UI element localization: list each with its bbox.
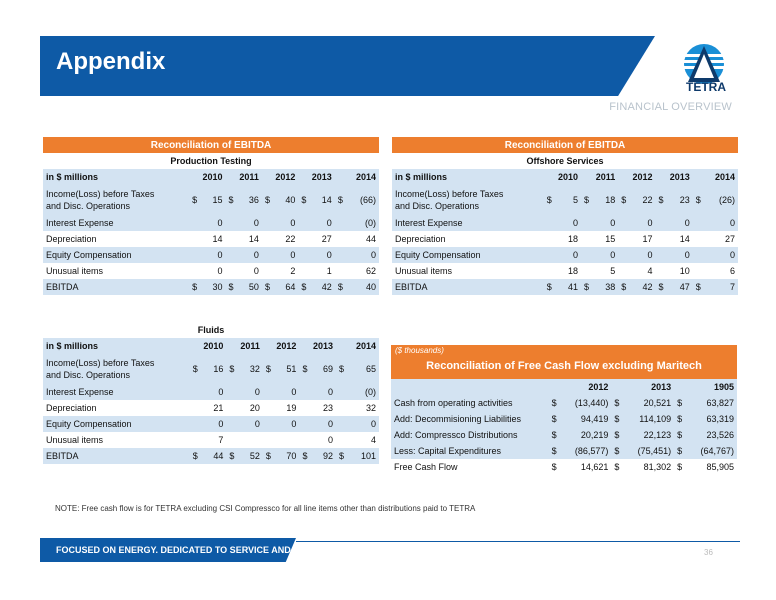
- cell-value: 18: [544, 231, 581, 247]
- cell-value: 94,419: [565, 411, 612, 427]
- segment-name: Offshore Services: [526, 156, 604, 166]
- row-label: Unusual items: [43, 263, 189, 279]
- currency-symbol: $: [611, 443, 627, 459]
- cell-value: 92: [315, 448, 336, 464]
- year-header: 2014: [693, 169, 738, 185]
- cell-value: 18: [597, 185, 618, 215]
- cell-value: 0: [335, 247, 379, 263]
- currency-symbol: $: [335, 185, 351, 215]
- row-label: Interest Expense: [43, 384, 190, 400]
- currency-symbol: $: [549, 443, 565, 459]
- footer-divider: [296, 541, 740, 542]
- unit-label: in $ millions: [392, 169, 544, 185]
- currency-symbol: $: [674, 427, 690, 443]
- cell-value: 15: [581, 231, 618, 247]
- currency-symbol: $: [656, 279, 672, 295]
- currency-symbol: $: [611, 427, 627, 443]
- free-cash-flow-table: [391, 379, 737, 475]
- cell-value: 14,621: [565, 459, 612, 475]
- year-header: 1905: [674, 379, 737, 395]
- cell-value: 36: [242, 185, 262, 215]
- table-row: [43, 354, 379, 384]
- row-label: Interest Expense: [392, 215, 544, 231]
- currency-symbol: $: [189, 279, 205, 295]
- currency-symbol: $: [656, 185, 672, 215]
- table-row: [391, 443, 737, 459]
- table-row: [43, 263, 379, 279]
- cell-value: 0: [189, 247, 225, 263]
- currency-symbol: $: [618, 185, 634, 215]
- table-row: [392, 279, 738, 295]
- cell-value: (13,440): [565, 395, 612, 411]
- cell-value: 0: [581, 247, 618, 263]
- cell-value: 0: [226, 416, 263, 432]
- cell-value: 5: [581, 263, 618, 279]
- currency-symbol: $: [581, 185, 597, 215]
- cell-value: 42: [314, 279, 334, 295]
- cell-value: 0: [544, 247, 581, 263]
- table-row: [43, 448, 379, 464]
- table-row: [43, 416, 379, 432]
- currency-symbol: $: [611, 411, 627, 427]
- row-label: Unusual items: [392, 263, 544, 279]
- currency-symbol: $: [263, 354, 279, 384]
- cell-value: 21: [190, 400, 227, 416]
- cell-value: (66): [351, 185, 379, 215]
- offshore-services-table: [392, 137, 738, 295]
- cell-value: 32: [336, 400, 379, 416]
- row-label: Cash from operating activities: [391, 395, 549, 411]
- cell-value: 63,319: [690, 411, 737, 427]
- cell-value: 40: [351, 279, 379, 295]
- cell-value: 0: [190, 416, 227, 432]
- currency-symbol: $: [693, 185, 709, 215]
- row-label: Interest Expense: [43, 215, 189, 231]
- table-row: [43, 384, 379, 400]
- currency-symbol: $: [336, 354, 352, 384]
- cell-value: 0: [298, 215, 334, 231]
- cell-value: 44: [335, 231, 379, 247]
- production-testing-table: [43, 137, 379, 295]
- cell-value: 42: [634, 279, 655, 295]
- cell-value: 0: [262, 247, 298, 263]
- year-header: 2011: [581, 169, 618, 185]
- cell-value: 10: [656, 263, 693, 279]
- currency-symbol: $: [544, 279, 560, 295]
- year-header: 2010: [190, 338, 227, 354]
- cell-value: 0: [226, 247, 262, 263]
- row-label: Add: Compressco Distributions: [391, 427, 549, 443]
- section-subhead: FINANCIAL OVERVIEW: [609, 101, 732, 113]
- cell-value: 23: [672, 185, 693, 215]
- currency-symbol: $: [189, 185, 205, 215]
- row-label: Depreciation: [43, 231, 189, 247]
- cell-value: 4: [336, 432, 379, 448]
- currency-symbol: $: [226, 448, 242, 464]
- unit-label: in $ millions: [43, 338, 190, 354]
- year-header: 2011: [226, 169, 262, 185]
- cell-value: 1: [298, 263, 334, 279]
- cell-value: 7: [709, 279, 738, 295]
- cell-value: 4: [618, 263, 655, 279]
- cell-value: 23,526: [690, 427, 737, 443]
- cell-value: 14: [189, 231, 225, 247]
- cell-value: (75,451): [627, 443, 674, 459]
- cell-value: 0: [656, 247, 693, 263]
- cell-value: 69: [315, 354, 336, 384]
- cell-value: 0: [189, 215, 225, 231]
- cell-value: (0): [335, 215, 379, 231]
- cell-value: 20,219: [565, 427, 612, 443]
- currency-symbol: $: [298, 279, 314, 295]
- year-header: 2012: [263, 338, 300, 354]
- cell-value: [226, 432, 263, 448]
- table-row: [392, 263, 738, 279]
- cell-value: 0: [299, 416, 336, 432]
- currency-symbol: $: [262, 185, 278, 215]
- cell-value: 47: [672, 279, 693, 295]
- table-row: [392, 215, 738, 231]
- table-row: [392, 247, 738, 263]
- row-label: Add: Decommisioning Liabilities: [391, 411, 549, 427]
- currency-symbol: $: [226, 354, 242, 384]
- fcf-title: Reconciliation of Free Cash Flow excluding Maritech: [426, 360, 702, 372]
- year-header: 2014: [335, 169, 379, 185]
- cell-value: 5: [560, 185, 581, 215]
- segment-name: Production Testing: [170, 156, 252, 166]
- cell-value: 0: [299, 432, 336, 448]
- table-row: [391, 395, 737, 411]
- cell-value: 0: [226, 263, 262, 279]
- cell-value: 114,109: [627, 411, 674, 427]
- currency-symbol: $: [549, 459, 565, 475]
- table-row: [392, 231, 738, 247]
- fluids-table: [43, 322, 379, 464]
- currency-symbol: $: [611, 395, 627, 411]
- row-label: EBITDA: [43, 279, 189, 295]
- cell-value: 52: [242, 448, 263, 464]
- cell-value: 0: [190, 384, 227, 400]
- cell-value: (0): [336, 384, 379, 400]
- currency-symbol: $: [693, 279, 709, 295]
- year-header: 2012: [618, 169, 655, 185]
- currency-symbol: $: [336, 448, 352, 464]
- currency-symbol: $: [549, 411, 565, 427]
- row-label: Less: Capital Expenditures: [391, 443, 549, 459]
- currency-symbol: $: [549, 395, 565, 411]
- currency-symbol: $: [190, 448, 206, 464]
- row-label: Income(Loss) before Taxes and Disc. Operations: [43, 354, 190, 384]
- cell-value: 0: [618, 215, 655, 231]
- table-row: [391, 411, 737, 427]
- year-header: 2012: [549, 379, 612, 395]
- year-header: 2011: [226, 338, 263, 354]
- row-label: Equity Compensation: [392, 247, 544, 263]
- cell-value: 22: [634, 185, 655, 215]
- currency-symbol: $: [226, 185, 242, 215]
- column-header-row: [391, 379, 737, 395]
- cell-value: (26): [709, 185, 738, 215]
- fcf-units: ($ thousands): [395, 346, 444, 355]
- cell-value: 2: [262, 263, 298, 279]
- cell-value: 0: [262, 215, 298, 231]
- row-label: Income(Loss) before Taxes and Disc. Operations: [43, 185, 189, 215]
- row-label: EBITDA: [392, 279, 544, 295]
- currency-symbol: $: [544, 185, 560, 215]
- cell-value: 7: [190, 432, 227, 448]
- cell-value: 6: [693, 263, 738, 279]
- row-label: EBITDA: [43, 448, 190, 464]
- cell-value: 101: [352, 448, 379, 464]
- column-header-row: [43, 169, 379, 185]
- year-header: 2010: [189, 169, 225, 185]
- year-header: 2014: [336, 338, 379, 354]
- unit-label: in $ millions: [43, 169, 189, 185]
- cell-value: 0: [226, 215, 262, 231]
- year-header: 2013: [299, 338, 336, 354]
- year-header: 2013: [656, 169, 693, 185]
- year-header: 2010: [544, 169, 581, 185]
- table-row: [43, 215, 379, 231]
- cell-value: 17: [618, 231, 655, 247]
- table-title: Reconciliation of EBITDA: [43, 137, 379, 153]
- cell-value: 14: [226, 231, 262, 247]
- table-row: [392, 185, 738, 215]
- page-title: Appendix: [56, 48, 166, 75]
- currency-symbol: $: [611, 459, 627, 475]
- cell-value: 0: [581, 215, 618, 231]
- currency-symbol: $: [263, 448, 279, 464]
- cell-value: 64: [278, 279, 298, 295]
- currency-symbol: $: [190, 354, 206, 384]
- cell-value: 0: [298, 247, 334, 263]
- currency-symbol: $: [299, 354, 315, 384]
- cell-value: 0: [336, 416, 379, 432]
- cell-value: 0: [263, 416, 300, 432]
- table-row: [43, 247, 379, 263]
- footnote: NOTE: Free cash flow is for TETRA excluding CSI Compressco for all line items other than distributions paid to TETRA: [55, 504, 476, 513]
- cell-value: (64,767): [690, 443, 737, 459]
- cell-value: 0: [618, 247, 655, 263]
- year-header: 2013: [298, 169, 334, 185]
- cell-value: 27: [298, 231, 334, 247]
- currency-symbol: $: [226, 279, 242, 295]
- cell-value: 0: [693, 247, 738, 263]
- row-label: Depreciation: [43, 400, 190, 416]
- cell-value: 32: [242, 354, 263, 384]
- cell-value: 30: [205, 279, 225, 295]
- cell-value: 40: [278, 185, 298, 215]
- table-row: [43, 432, 379, 448]
- cell-value: [263, 432, 300, 448]
- row-label: Equity Compensation: [43, 247, 189, 263]
- logo-text: TETRA: [686, 80, 726, 94]
- cell-value: 20,521: [627, 395, 674, 411]
- row-label: Free Cash Flow: [391, 459, 549, 475]
- table-row: [43, 185, 379, 215]
- column-header-row: [43, 338, 379, 354]
- currency-symbol: $: [581, 279, 597, 295]
- currency-symbol: $: [335, 279, 351, 295]
- year-header: 2012: [262, 169, 298, 185]
- table-row: [43, 231, 379, 247]
- cell-value: 50: [242, 279, 262, 295]
- cell-value: 16: [206, 354, 227, 384]
- table-row: [391, 459, 737, 475]
- footer-tagline: FOCUSED ON ENERGY. DEDICATED TO SERVICE AND SAFETY.: [56, 545, 331, 555]
- cell-value: 22: [262, 231, 298, 247]
- currency-symbol: $: [674, 395, 690, 411]
- cell-value: 44: [206, 448, 227, 464]
- cell-value: 0: [544, 215, 581, 231]
- cell-value: 38: [597, 279, 618, 295]
- cell-value: 22,123: [627, 427, 674, 443]
- column-header-row: [392, 169, 738, 185]
- page-number: 36: [704, 548, 713, 557]
- currency-symbol: $: [299, 448, 315, 464]
- table-row: [43, 279, 379, 295]
- table-title: Reconciliation of EBITDA: [392, 137, 738, 153]
- cell-value: 41: [560, 279, 581, 295]
- cell-value: 15: [205, 185, 225, 215]
- segment-name: Fluids: [197, 325, 225, 335]
- cell-value: 0: [656, 215, 693, 231]
- cell-value: 0: [226, 384, 263, 400]
- cell-value: 27: [693, 231, 738, 247]
- cell-value: 62: [335, 263, 379, 279]
- cell-value: 0: [189, 263, 225, 279]
- table-row: [43, 400, 379, 416]
- cell-value: 51: [279, 354, 300, 384]
- table-row: [391, 427, 737, 443]
- currency-symbol: $: [674, 411, 690, 427]
- year-header: 2013: [611, 379, 674, 395]
- cell-value: (86,577): [565, 443, 612, 459]
- cell-value: 70: [279, 448, 300, 464]
- row-label: Depreciation: [392, 231, 544, 247]
- cell-value: 85,905: [690, 459, 737, 475]
- cell-value: 19: [263, 400, 300, 416]
- cell-value: 65: [352, 354, 379, 384]
- cell-value: 63,827: [690, 395, 737, 411]
- cell-value: 18: [544, 263, 581, 279]
- cell-value: 14: [656, 231, 693, 247]
- row-label: Equity Compensation: [43, 416, 190, 432]
- cell-value: 20: [226, 400, 263, 416]
- currency-symbol: $: [674, 459, 690, 475]
- currency-symbol: $: [262, 279, 278, 295]
- currency-symbol: $: [674, 443, 690, 459]
- currency-symbol: $: [298, 185, 314, 215]
- row-label: Unusual items: [43, 432, 190, 448]
- cell-value: 14: [314, 185, 334, 215]
- cell-value: 0: [263, 384, 300, 400]
- cell-value: 81,302: [627, 459, 674, 475]
- cell-value: 0: [299, 384, 336, 400]
- cell-value: 0: [693, 215, 738, 231]
- currency-symbol: $: [549, 427, 565, 443]
- row-label: Income(Loss) before Taxes and Disc. Operations: [392, 185, 544, 215]
- cell-value: 23: [299, 400, 336, 416]
- currency-symbol: $: [618, 279, 634, 295]
